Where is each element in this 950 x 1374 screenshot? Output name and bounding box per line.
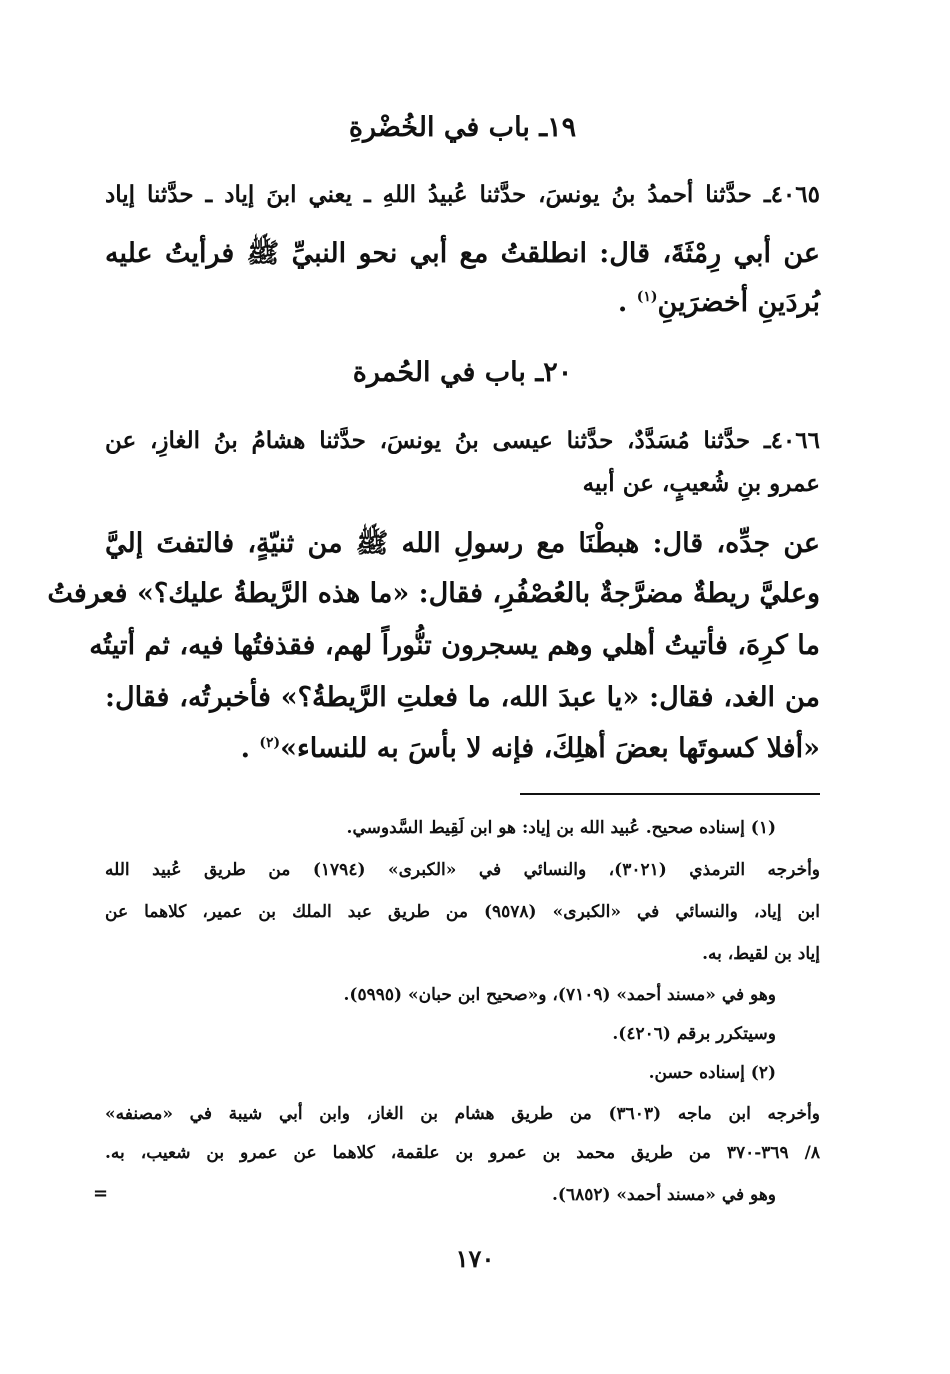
footnote-1-line-5: وهو في «مسند أحمد» (٧١٠٩)، و«صحيح ابن حبان» (٥٩٩٥). xyxy=(343,985,776,1005)
footnote-2-line-2: وأخرجه ابن ماجه (٣٦٠٣) من طريق هشام بن الغاز، وابن أبي شيبة في «مصنفه» xyxy=(105,1104,820,1124)
footnote-2-line-4: وهو في «مسند أحمد» (٦٨٥٢). xyxy=(551,1185,776,1205)
hadith-4066-text-line-5 xyxy=(105,733,820,764)
hadith-4066-text-line-4: من الغد، فقال: «يا عبدَ الله، ما فعلتِ الرَّيطةُ؟» فأخبرتُه، فقال: xyxy=(105,682,820,713)
hadith-4066-chain-line-2: عمرو بنِ شُعيبٍ، عن أبيه xyxy=(582,470,820,497)
footnote-ref-2: (٢) xyxy=(259,735,281,751)
hadith-4065-text-line-1: عن أبي رِمْثَةَ، قال: انطلقتُ مع أبي نحو النبيِّ ﷺ فرأيتُ عليه xyxy=(105,238,820,269)
hadith-4065-text-line-2 xyxy=(105,287,820,318)
footnote-2-line-3: ٨/ ٣٦٩-٣٧٠ من طريق محمد بن عمرو بن علقمة، كلاهما عن عمرو بن شعيب، به. xyxy=(105,1143,820,1163)
hadith-4066-text: «أفلا كسوتَها بعضَ أهلِكَ، فإنه لا بأسَ به للنساء» xyxy=(280,733,820,764)
hadith-4066-text-line-2: وعليَّ ريطةٌ مضرَّجةٌ بالعُصْفُرِ، فقال: «ما هذه الرَّيطةُ عليك؟» فعرفتُ xyxy=(47,578,820,609)
hadith-4066-text-line-1: عن جدِّه، قال: هبطْنَا مع رسولِ الله ﷺ من ثنيّةٍ، فالتفتَ إليَّ xyxy=(105,528,820,559)
hadith-4065-text: بُردَينِ أخضرَينِ xyxy=(657,287,820,318)
footnote-1-line-1: (١) إسناده صحيح. عُبيد الله بن إياد: هو ابن لَقِيط السَّدوسي. xyxy=(346,818,776,838)
hadith-4066-text-line-3: ما كرِهَ، فأتيتُ أهلي وهم يسجرون تنُّوراً لهم، فقذفتُها فيه، ثم أتيتُه xyxy=(89,630,820,661)
section-19-title: ١٩ـ باب في الخُضْرةِ xyxy=(348,112,577,143)
hadith-4066-end: . xyxy=(240,733,260,764)
hadith-4065-chain: ٤٠٦٥ـ حدَّثنا أحمدُ بنُ يونسَ، حدَّثنا عُبيدُ اللهِ ـ يعني ابنَ إياد ـ حدَّثنا إياد xyxy=(105,181,820,208)
footnote-1-line-3: ابن إياد، والنسائي في «الكبرى» (٩٥٧٨) من طريق عبد الملك بن عمير، كلاهما عن xyxy=(105,902,820,922)
page-number: ١٧٠ xyxy=(455,1244,495,1273)
section-20-title: ٢٠ـ باب في الحُمرة xyxy=(352,357,573,388)
footnote-1-line-6: وسيتكرر برقم (٤٢٠٦). xyxy=(612,1024,776,1044)
footnote-1-line-2: وأخرجه الترمذي (٣٠٢١)، والنسائي في «الكبرى» (١٧٩٤) من طريق عُبيد الله xyxy=(105,860,821,880)
hadith-4065-end: . xyxy=(617,287,637,318)
footnote-2-line-1: (٢) إسناده حسن. xyxy=(648,1063,776,1083)
hadith-4066-chain-line-1: ٤٠٦٦ـ حدَّثنا مُسَدَّدٌ، حدَّثنا عيسى بنُ يونسَ، حدَّثنا هشامُ بنُ الغازِ، عن xyxy=(105,427,820,454)
continuation-mark: = xyxy=(93,1183,109,1204)
footnote-1-line-4: إياد بن لقيط، به. xyxy=(702,944,820,964)
footnote-separator xyxy=(520,793,820,795)
footnote-ref-1: (١) xyxy=(636,289,658,305)
